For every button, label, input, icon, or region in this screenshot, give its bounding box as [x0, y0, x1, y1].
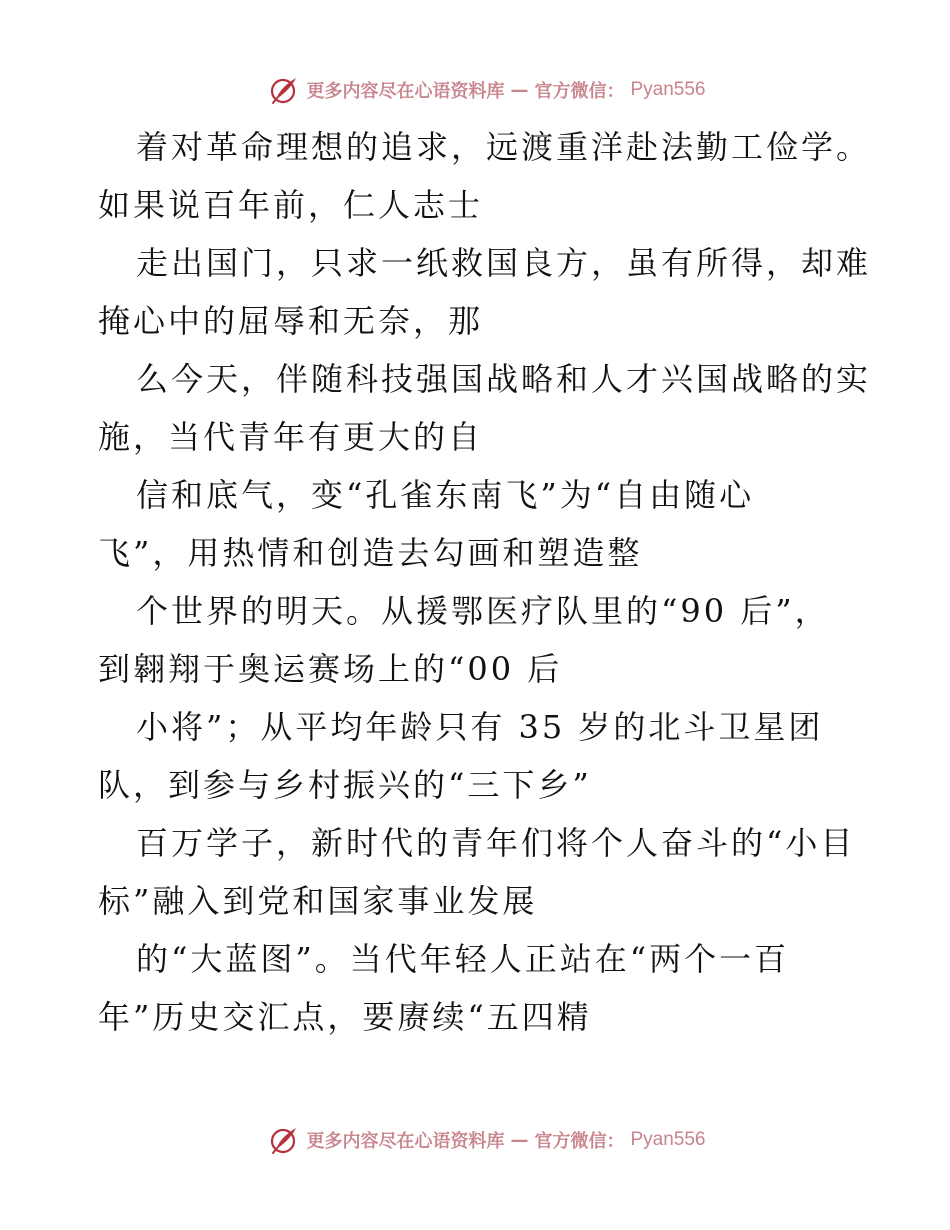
watermark-dash: —: [510, 79, 529, 101]
text-line: 年”历史交汇点，要赓续“五四精: [98, 998, 592, 1036]
header-watermark: [0, 70, 950, 110]
text-line: 施，当代青年有更大的自: [98, 418, 484, 456]
watermark-sub-text: 官方微信：: [534, 1131, 625, 1152]
text-line: 着对革命理想的追求，远渡重洋赴法勤工俭学。: [136, 128, 872, 166]
watermark-sub-text: 官方微信：: [534, 81, 625, 102]
text-line: 走出国门，只求一纸救国良方，虽有所得，却难: [136, 244, 872, 282]
text-line: 飞”，用热情和创造去勾画和塑造整: [98, 534, 643, 572]
text-line: 么今天，伴随科技强国战略和人才兴国战略的实: [136, 360, 872, 398]
text-line: 标”融入到党和国家事业发展: [98, 882, 538, 920]
watermark-main-text: 更多内容尽在心语资料库: [306, 81, 505, 102]
text-line: 队，到参与乡村振兴的“三下乡”: [98, 766, 592, 804]
text-line: 掩心中的屈辱和无奈，那: [98, 302, 484, 340]
watermark-dash: —: [510, 1129, 529, 1151]
document-body: [98, 118, 872, 1046]
watermark-id-text: Pyan556: [630, 1129, 706, 1150]
text-line: 百万学子，新时代的青年们将个人奋斗的“小目: [136, 824, 856, 862]
watermark-id-text: Pyan556: [630, 79, 706, 100]
text-line: 小将”；从平均年龄只有 35 岁的北斗卫星团: [136, 708, 824, 746]
text-line: 如果说百年前，仁人志士: [98, 186, 484, 224]
quill-logo-icon: [268, 74, 300, 106]
text-line: 信和底气，变“孔雀东南飞”为“自由随心: [136, 476, 755, 514]
text-line: 个世界的明天。从援鄂医疗队里的“90 后”，: [136, 592, 830, 630]
text-line: 到翱翔于奥运赛场上的“00 后: [98, 650, 563, 688]
watermark-main-text: 更多内容尽在心语资料库: [306, 1131, 505, 1152]
quill-logo-icon: [268, 1124, 300, 1156]
footer-watermark: [0, 1120, 950, 1160]
text-line: 的“大蓝图”。当代年轻人正站在“两个一百: [136, 940, 790, 978]
